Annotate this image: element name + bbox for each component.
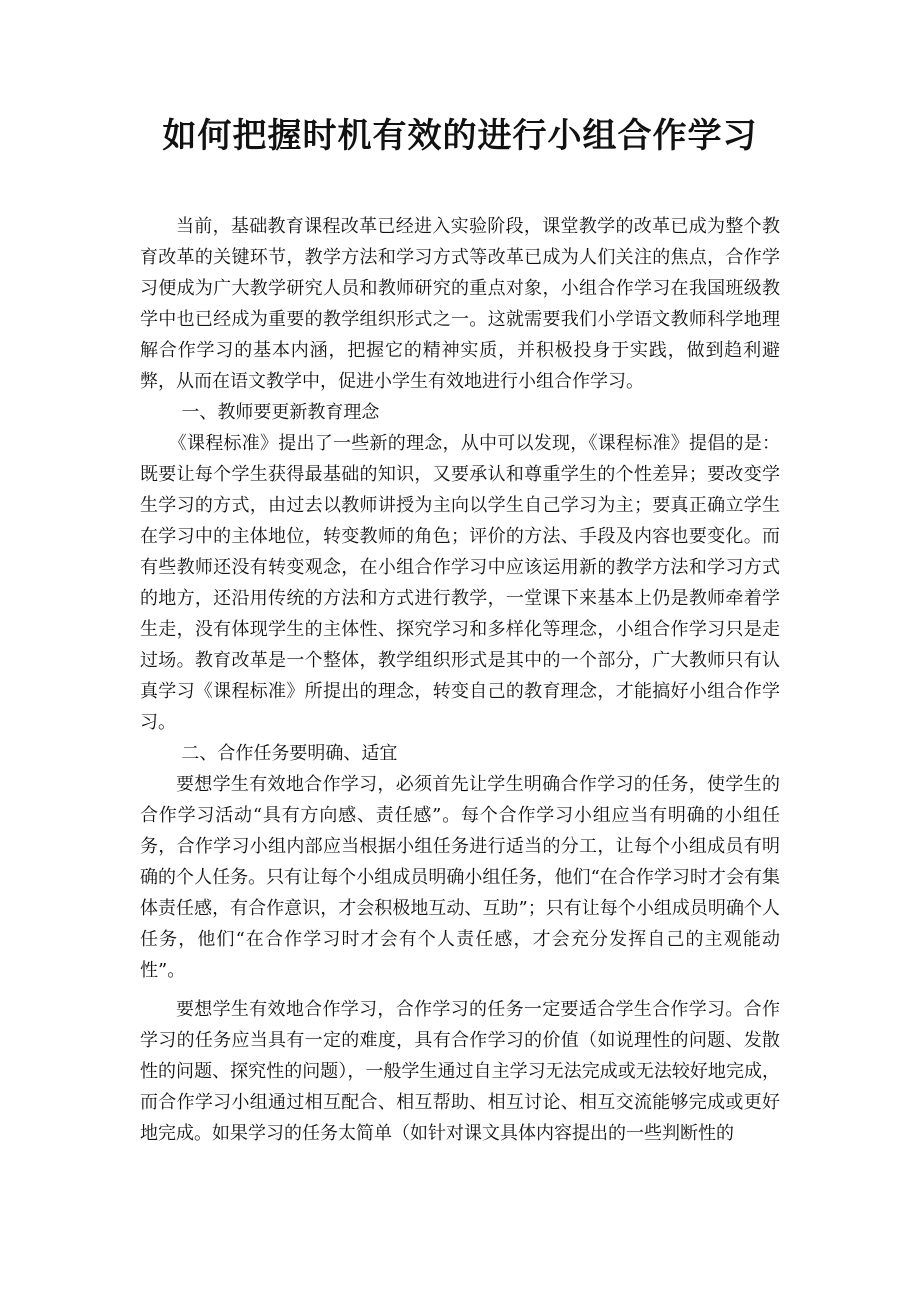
section-heading-2: 二、合作任务要明确、适宜 xyxy=(181,743,398,764)
section2-paragraph-2: 要想学生有效地合作学习，合作学习的任务一定要适合学生合作学习。合作学习的任务应当具有一定的难度，具有合作学习的价值（如说理性的问题、发散性的问题、探究性的问题），一般学生通过自主学习无法完成或无法较好地完成，而合作学习小组通过相互配合、相互帮助、相互讨论、相互交流能够完成或更好地完成。如果学习的任务太简单（如针对课文具体内容提出的一些判断性的 xyxy=(140,999,780,1144)
section1-paragraph: 《课程标准》提出了一些新的理念，从中可以发现，《课程标准》提倡的是：既要让每个学生获得最基础的知识，又要承认和尊重学生的个性差异；要改变学生学习的方式，由过去以教师讲授为主向以学生自己学习为主；要真正确立学生在学习中的主体地位，转变教师的角色；评价的方法、手段及内容也要变化。而有些教师还没有转变观念，在小组合作学习中应该运用新的教学方法和学习方式的地方，还沿用传统的方法和方式进行教学，一堂课下来基本上仍是教师牵着学生走，没有体现学生的主体性、探究学习和多样化等理念，小组合作学习只是走过场。教育改革是一个整体，教学组织形式是其中的一个部分，广大教师只有认真学习《课程标准》所提出的理念，转变自己的教育理念，才能搞好小组合作学习。 xyxy=(140,433,780,733)
document-title: 如何把握时机有效的进行小组合作学习 xyxy=(162,116,758,156)
document-body xyxy=(140,211,780,1149)
section-heading-1: 一、教师要更新教育理念 xyxy=(181,402,380,423)
intro-paragraph: 当前，基础教育课程改革已经进入实验阶段，课堂教学的改革已成为整个教育改革的关键环节，教学方法和学习方式等改革已成为人们关注的焦点，合作学习便成为广大教学研究人员和教师研究的重点对象，小组合作学习在我国班级教学中也已经成为重要的教学组织形式之一。这就需要我们小学语文教师科学地理解合作学习的基本内涵，把握它的精神实质，并积极投身于实践，做到趋利避弊，从而在语文教学中，促进小学生有效地进行小组合作学习。 xyxy=(140,216,780,392)
section2-paragraph-1: 要想学生有效地合作学习，必须首先让学生明确合作学习的任务，使学生的合作学习活动“具有方向感、责任感”。每个合作学习小组应当有明确的小组任务，合作学习小组内部应当根据小组任务进行适当的分工，让每个小组成员有明确的个人任务。只有让每个小组成员明确小组任务，他们“在合作学习时才会有集体责任感，有合作意识，才会积极地互动、互助”；只有让每个小组成员明确个人任务，他们“在合作学习时才会有个人责任感，才会充分发挥自己的主观能动性”。 xyxy=(140,774,780,981)
